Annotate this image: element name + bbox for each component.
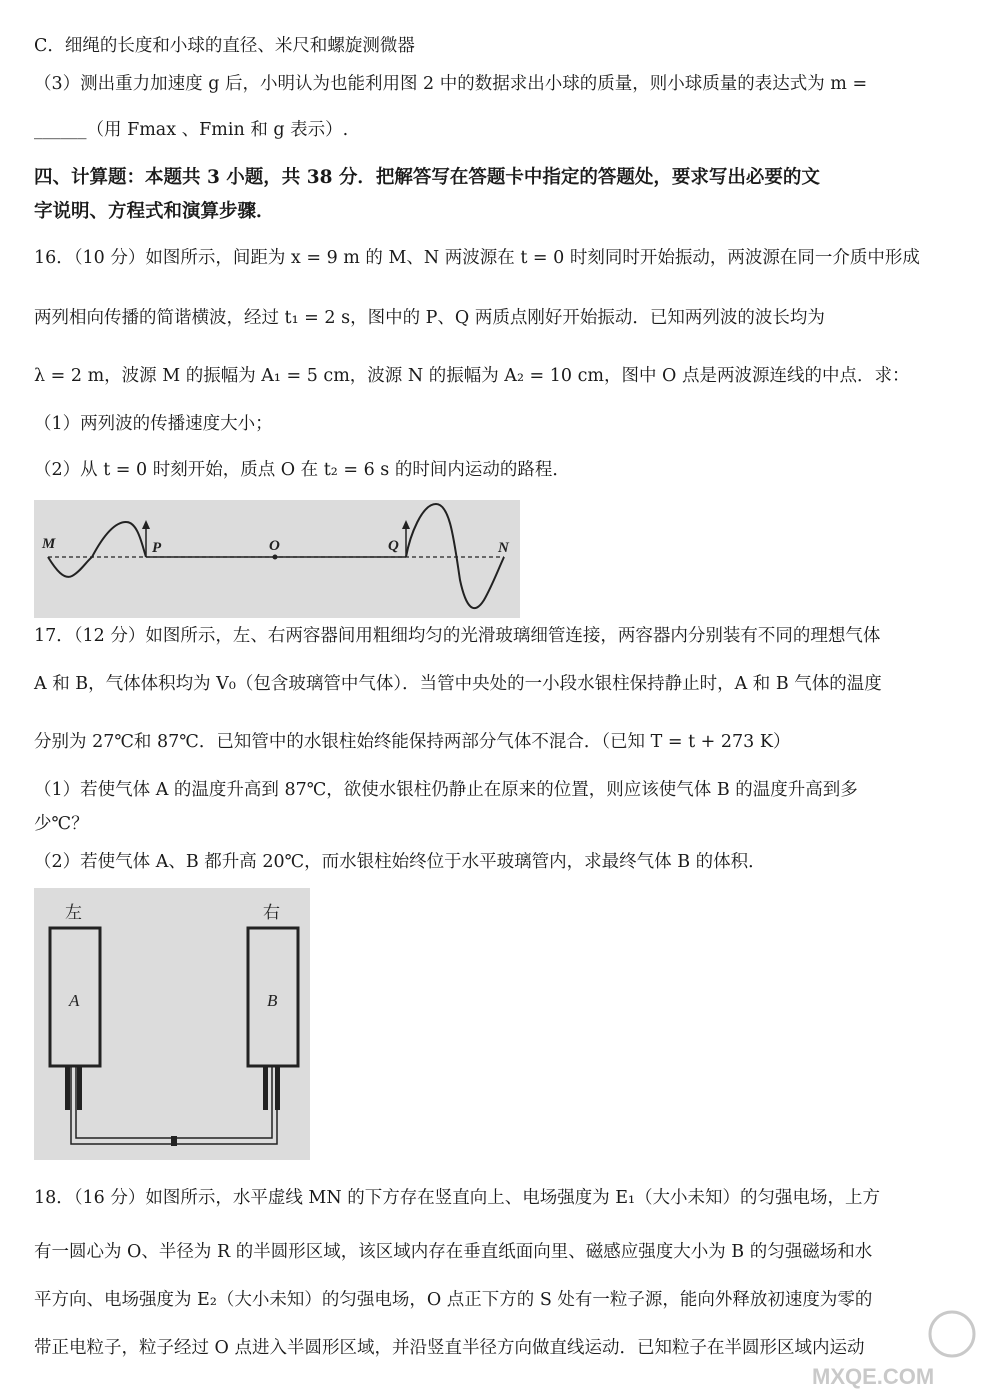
q16-line-1: 16．（10 分）如图所示，间距为 x = 9 m 的 M、N 两波源在 t = 0 时刻同时开始振动，两波源在同一介质中形成 [34,248,920,268]
q17-line-1: 17．（12 分）如图所示，左、右两容器间用粗细均匀的光滑玻璃细管连接，两容器内分别装有不同的理想气体 [34,626,881,646]
q16-sub-2: （2）从 t = 0 时刻开始，质点 O 在 t₂ = 6 s 的时间内运动的路程． [34,460,570,480]
label-n: N [498,540,509,556]
option-c-line: C．细绳的长度和小球的直径、米尺和螺旋测微器 [34,36,415,56]
gas-diagram [34,888,310,1160]
arrow-p-head [142,520,150,529]
watermark-circle-icon [930,1312,974,1356]
q18-line-3: 平方向、电场强度为 E₂（大小未知）的匀强电场，O 点正下方的 S 处有一粒子源，能向外释放初速度为零的 [34,1290,873,1310]
q16-line-3: λ = 2 m，波源 M 的振幅为 A₁ = 5 cm，波源 N 的振幅为 A₂ = 10 cm，图中 O 点是两波源连线的中点．求： [34,366,910,386]
q17-sub-2: （2）若使气体 A、B 都升高 20℃，而水银柱始终位于水平玻璃管内，求最终气体 B 的体积． [34,852,766,872]
wave-m [48,522,146,577]
label-right: 右 [263,903,280,922]
right-neck-wall-1 [263,1066,268,1110]
q16-sub-1: （1）两列波的传播速度大小； [34,414,273,434]
arrow-q-head [402,520,410,529]
q3-line-2: ______（用 Fmax 、Fmin 和 g 表示）. [34,120,349,140]
q17-sub-1b: 少℃？ [34,814,89,834]
label-m: M [42,536,56,552]
wave-n [406,504,504,608]
q16-line-2: 两列相向传播的简谐横波，经过 t₁ = 2 s，图中的 P、Q 两质点刚好开始振动．已知两列波的波长均为 [34,308,825,328]
wave-diagram [34,500,520,618]
point-o [273,555,278,560]
label-b: B [267,991,278,1010]
label-left: 左 [65,903,82,922]
tube-inner [76,1066,272,1138]
q17-line-3: 分别为 27℃和 87℃．已知管中的水银柱始终能保持两部分气体不混合．（已知 T = t + 273 K） [34,732,791,752]
label-q: Q [388,538,399,554]
q18-line-4: 带正电粒子，粒子经过 O 点进入半圆形区域，并沿竖直半径方向做直线运动．已知粒子在半圆形区域内运动 [34,1338,865,1358]
section-4-heading-1: 四、计算题：本题共 3 小题，共 38 分．把解答写在答题卡中指定的答题处，要求写出必要的文 [34,167,820,188]
label-o: O [269,538,280,554]
watermark-logo [802,1304,982,1394]
q17-sub-1a: （1）若使气体 A 的温度升高到 87℃，欲使水银柱仍静止在原来的位置，则应该使气体 B 的温度升高到多 [34,780,858,800]
left-neck-wall-2 [77,1066,82,1110]
label-a: A [69,991,80,1010]
q18-line-2: 有一圆心为 O、半径为 R 的半圆形区域，该区域内存在垂直纸面向里、磁感应强度大小为 B 的匀强磁场和水 [34,1242,873,1262]
q3-line-1: （3）测出重力加速度 g 后，小明认为也能利用图 2 中的数据求出小球的质量，则小球质量的表达式为 m = [34,74,868,94]
watermark-text: MXQE.COM [812,1364,935,1389]
label-p: P [152,540,162,556]
wave-figure [34,500,520,618]
left-neck-wall-1 [65,1066,70,1110]
mercury-column [171,1136,177,1146]
tube-outer [71,1066,277,1144]
q18-line-1: 18．（16 分）如图所示，水平虚线 MN 的下方存在竖直向上、电场强度为 E₁（大小未知）的匀强电场，上方 [34,1188,881,1208]
gas-figure [34,888,310,1160]
section-4-heading-2: 字说明、方程式和演算步骤． [34,201,275,222]
q17-line-2: A 和 B，气体体积均为 V₀（包含玻璃管中气体）．当管中央处的一小段水银柱保持静止时，A 和 B 气体的温度 [34,674,882,694]
